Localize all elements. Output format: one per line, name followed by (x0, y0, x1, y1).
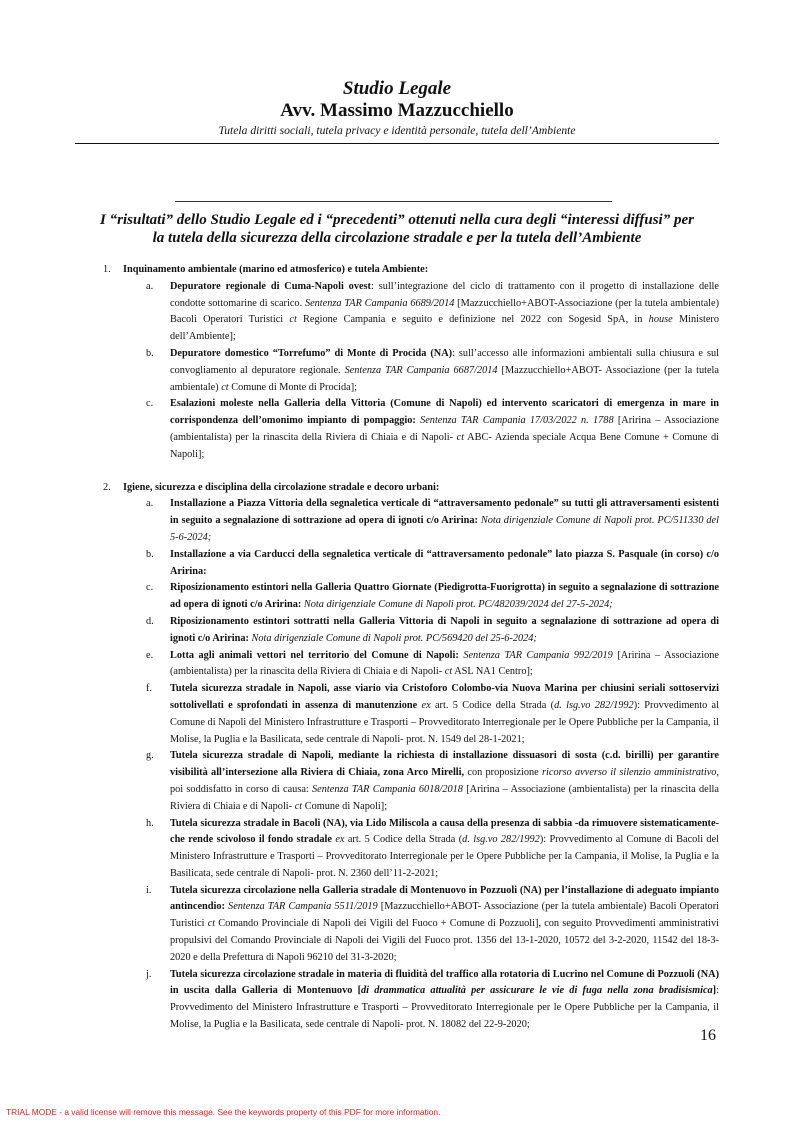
text-run: : Provvedimento del Ministero Infrastrutture e Trasporti – Provveditorato Interregionale per le Opere Pubbliche per la Campania, il Molise, la Puglia e la Basilicata, sede centrale di Napoli- prot. N. 18082 del 22-9-2020; (170, 985, 719, 1031)
list-item-letter: i. (146, 884, 152, 896)
text-run: Sentenza TAR Campania 17/03/2022 n. 1788 (420, 415, 614, 427)
text-run: : sull’integrazione del ciclo di trattamento con il progetto di installazione delle condotte sottomarine di scarico. (170, 280, 719, 309)
text-run: d. lsg.vo 282/1992 (462, 834, 540, 846)
list-item-letter: b. (146, 347, 154, 359)
text-run: ): Provvedimento al Comune di Bacoli del Ministero Infrastrutture e Trasporti – Provveditorato Interregionale per le Opere Pubbliche per la Campania, il Molise, la Puglia e la Basilicata, sede centrale di Napoli- prot. N. 2360 dell’11-2-2021; (170, 834, 719, 879)
text-run: Ministero dell’Ambiente]; (170, 314, 719, 343)
text-run: ct (221, 381, 229, 393)
text-run: Riposizionamento estintori nella Galleria Quattro Giornate (Piedigrotta-Fuorigrotta) in seguito a segnalazione di sottrazione ad opera di ignoti c/o Aririna: (170, 582, 719, 611)
list-item (146, 681, 719, 748)
section-2 (103, 480, 719, 1034)
text-run: Sentenza TAR Campania 6687/2014 (344, 364, 498, 376)
text-run: [Mazzucchiello+ABOT- Associazione (per la tutela ambientale) Bacoli Operatori Turistici (170, 901, 719, 930)
section-number: 2. (103, 481, 111, 493)
section-spacer (0, 464, 794, 480)
text-run: Depuratore regionale di Cuma-Napoli ovest (170, 280, 371, 292)
text-run: Tutela sicurezza circolazione nella Galleria stradale di Montenuovo in Pozzuoli (NA) per l’installazione di adeguato impianto antincendio: (170, 884, 719, 913)
text-run: Nota dirigenziale Comune di Napoli prot. PC/482039/2024 del 27-5-2024; (303, 599, 613, 611)
list-item-letter: e. (146, 649, 154, 661)
list-item-letter: j. (146, 968, 152, 980)
text-run: Sentenza TAR Campania 992/2019 (463, 649, 613, 661)
document-title-line-2: la tutela della sicurezza della circolazione stradale e per la tutela dell’Ambiente (152, 229, 642, 246)
list-item (146, 346, 719, 396)
list-item (146, 580, 719, 614)
list-item-letter: h. (146, 817, 154, 829)
text-run: ex (421, 699, 431, 711)
text-run: [Aririna – Associazione (ambientalista) per la rinascita della Riviera di Chiaia e di Napoli- (170, 649, 719, 678)
list-item-letter: d. (146, 615, 154, 627)
text-run: Sentenza TAR Campania 5511/2019 (228, 901, 378, 913)
list-item (146, 748, 719, 815)
list-item (146, 279, 719, 346)
text-run: con proposizione (464, 767, 542, 779)
section-1 (103, 262, 719, 464)
text-run: Esalazioni moleste nella Galleria della Vittoria (Comune di Napoli) ed intervento scaricatori di emergenza in mare in corrispondenza dell’omonimo impianto di pompaggio: (170, 398, 719, 427)
document-title (60, 212, 734, 247)
text-run: house (648, 314, 673, 326)
list-item-letter: f. (146, 683, 153, 695)
section-title: Inquinamento ambientale (marino ed atmosferico) e tutela Ambiente: (123, 264, 429, 275)
text-run: Tutela sicurezza stradale in Bacoli (NA), via Lido Miliscola a causa della presenza di sabbia -da rimuovere sistematicamente- che rende scivoloso il fondo stradale (170, 817, 719, 846)
section-number: 1. (103, 264, 111, 275)
text-run: [Mazzucchiello+ABOT- Associazione (per la tutela ambientale) (170, 364, 719, 393)
trial-mode-notice: TRIAL MODE - a valid license will remove this message. See the keywords property of this PDF for more information. (6, 1107, 441, 1117)
text-run: ABC- Azienda speciale Acqua Bene Comune + Comune di Napoli]; (170, 431, 719, 460)
text-run: ASL NA1 Centro]; (452, 666, 533, 678)
text-run: ct (456, 431, 465, 443)
text-run: : sull’accesso alle informazioni ambientali sulla chiusura e sul convogliamento al depuratore regionale. (170, 347, 719, 376)
text-run: ): Provvedimento al Comune di Napoli del Ministero Infrastrutture e Trasporti – Provveditorato Interregionale per le Opere Pubbliche per la Campania, il Molise, la Puglia e la Basilicata, sede centrale di Napoli- prot. N. 1549 del 28-1-2021; (170, 699, 719, 745)
list-item (146, 496, 719, 546)
text-run: ricorso avverso il silenzio amministrativo (542, 767, 717, 779)
text-run: [Aririna – Associazione (ambientalista) per la rinascita della Riviera di Chiaia e di Napoli- (170, 783, 719, 812)
text-run: ct (289, 314, 297, 326)
text-run: Installazione a Piazza Vittoria della segnaletica verticale di “attraversamento pedonale” su tutti gli attraversamenti esistenti in seguito a segnalazione di sottrazione ad opera di ignoti c/o Aririna: (170, 498, 719, 527)
text-run: ] (712, 985, 717, 997)
letterhead-tagline: Tutela diritti sociali, tutela privacy e identità personale, tutela dell’Ambiente (218, 124, 576, 137)
text-run: ct (294, 800, 303, 812)
list-item-letter: b. (146, 548, 154, 560)
text-run: Tutela sicurezza stradale di Napoli, mediante la richiesta di installazione dissuasori di sosta (c.d. birilli) per garantire visibilità all’intersezione alla Riviera di Chiaia, zona Arco Mirelli, (170, 750, 719, 779)
text-run: Lotta agli animali vettori nel territorio del Comune di Napoli: (170, 649, 464, 661)
list-item (146, 396, 719, 463)
list-item (146, 967, 719, 1034)
letterhead-studio: Studio Legale (342, 78, 452, 99)
letterhead-lawyer-name: Avv. Massimo Mazzucchiello (280, 100, 514, 121)
text-run: Riposizionamento estintori sottratti nella Galleria Vittoria di Napoli in seguito a segnalazione di sottrazione ad opera di ignoti c/o Aririna: (170, 615, 719, 644)
text-run: Comando Provinciale di Napoli dei Vigili del Fuoco + Comune di Pozzuoli], con seguito Provvedimenti amministrativi propulsivi del Comando Provinciale di Napoli dei Vigili del Fuoco prot. 1356 del 13-1-2020, 10572 del 3-2-2020, 11542 del 18-3-2020 e della Prefettura di Napoli 96210 del 31-3-2020; (170, 918, 719, 963)
list-item (146, 883, 719, 967)
text-run: Tutela sicurezza stradale in Napoli, asse viario via Cristoforo Colombo-via Nuova Marina per chiusini seriali sottoservizi sottolivellati e sprofondati in assenza di manutenzione (170, 683, 719, 711)
page-number: 16 (700, 1027, 716, 1044)
text-run: [Aririna – Associazione (ambientalista) per la rinascita della Riviera di Chiaia e di Napoli- (170, 415, 719, 443)
text-run: Regione Campania e seguito e definizione nel 2022 con Sogesid SpA, in (296, 314, 649, 326)
text-run: ex (335, 834, 345, 846)
text-run: Nota dirigenziale Comune di Napoli prot. PC/511330 del 5-6-2024; (170, 515, 719, 543)
text-run: Installazione a via Carducci della segnaletica verticale di “attraversamento pedonale” lato piazza S. Pasquale (in corso) c/o Aririna: (170, 548, 719, 577)
text-run: Nota dirigenziale Comune di Napoli prot. PC/569420 del 25-6-2024; (251, 632, 537, 644)
text-run: art. 5 Codice della Strada ( (430, 699, 555, 711)
letterhead (0, 78, 794, 138)
list-item-letter: a. (146, 280, 154, 292)
text-run: [Mazzucchiello+ABOT-Associazione (per la tutela ambientale) Bacoli Operatori Turistici (170, 297, 719, 326)
list-item-letter: g. (146, 750, 154, 762)
text-run: Sentenza TAR Campania 6689/2014 (304, 297, 455, 309)
text-run: d. lsg.vo 282/1992 (554, 699, 634, 711)
text-run: Comune di Napoli]; (302, 800, 388, 812)
list-item (146, 547, 719, 581)
text-run: Comune di Monte di Procida]; (228, 381, 358, 393)
list-item (146, 614, 719, 648)
document-body (0, 262, 794, 1034)
text-run: Sentenza TAR Campania 6018/2018 (312, 783, 463, 795)
list-item-letter: a. (146, 498, 154, 510)
text-run: ct (444, 666, 453, 678)
list-item-letter: c. (146, 582, 154, 594)
letterhead-divider (75, 143, 719, 144)
text-run: , poi soddisfatto in corso di causa: (170, 767, 719, 795)
text-run: Depuratore domestico “Torrefumo” di Monte di Procida (NA) (170, 347, 453, 359)
text-run: Tutela sicurezza circolazione stradale in materia di fluidità del traffico alla rotatoria di Lucrino nel Comune di Pozzuoli (NA) in uscita dalla Galleria di Montenuovo [ (170, 968, 719, 997)
section-title: Igiene, sicurezza e disciplina della circolazione stradale e decoro urbani: (123, 481, 440, 493)
list-item (146, 648, 719, 682)
text-run: di drammatica attualità per assicurare le vie di fuga nella zona bradisismica (361, 985, 713, 997)
title-divider (175, 201, 612, 202)
document-title-line-1: I “risultati” dello Studio Legale ed i “precedenti” ottenuti nella cura degli “interessi diffusi” per (100, 212, 694, 228)
list-item (146, 816, 719, 883)
text-run: ct (207, 918, 216, 930)
text-run: art. 5 Codice della Strada ( (344, 834, 463, 846)
list-item-letter: c. (146, 398, 154, 410)
